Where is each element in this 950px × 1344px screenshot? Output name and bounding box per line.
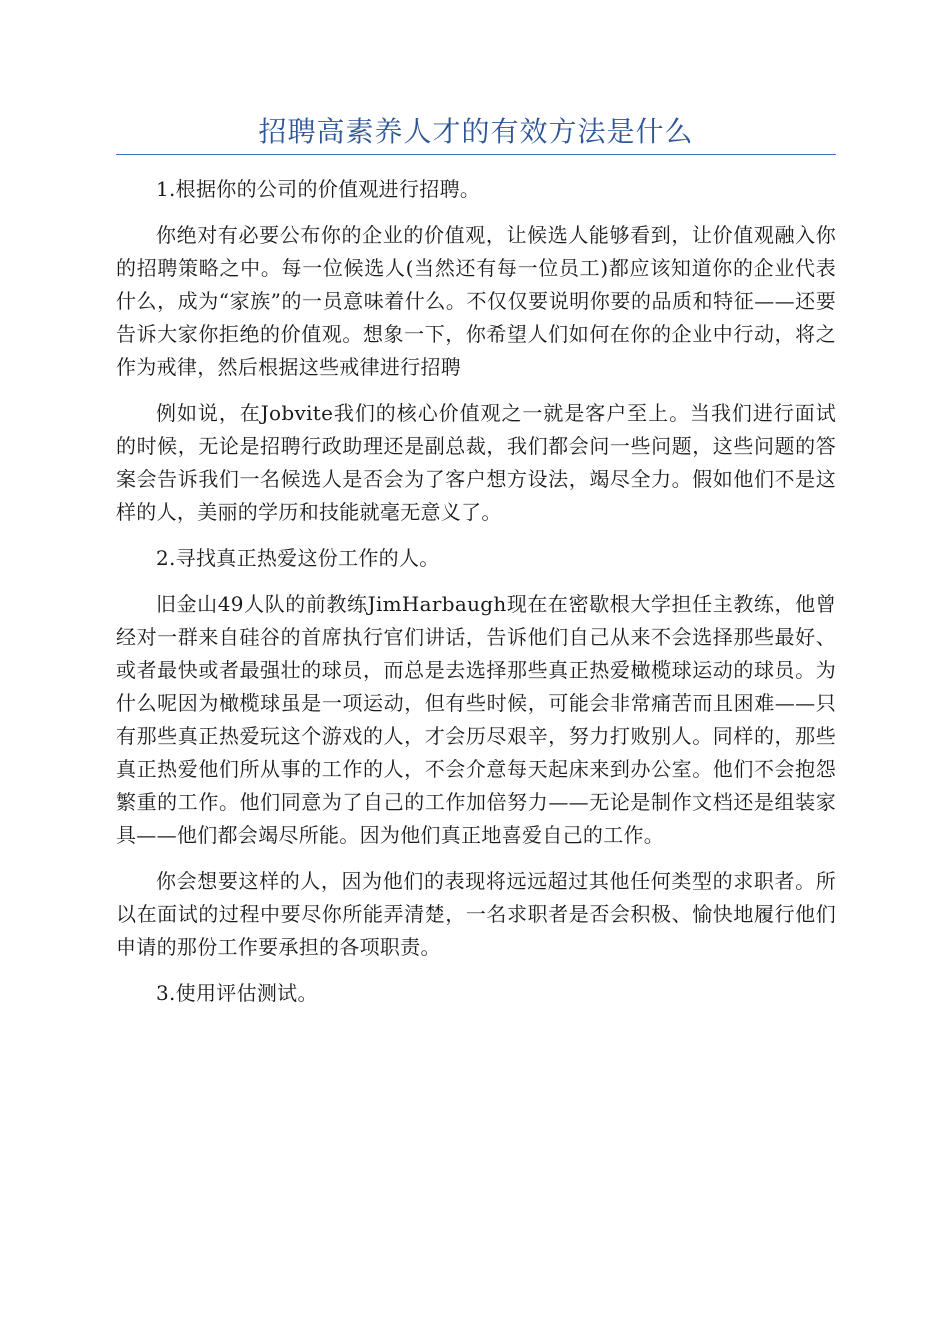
title-underline bbox=[116, 154, 836, 155]
body-paragraph: 你会想要这样的人，因为他们的表现将远远超过其他任何类型的求职者。所以在面试的过程中要尽你所能弄清楚，一名求职者是否会积极、愉快地履行他们申请的那份工作要承担的各项职责。 bbox=[116, 869, 836, 959]
body-paragraph: 旧金山49人队的前教练JimHarbaugh现在在密歇根大学担任主教练，他曾经对一群来自硅谷的首席执行官们讲话，告诉他们自己从来不会选择那些最好、或者最快或者最强壮的球员，而总是去选择那些真正热爱橄榄球运动的球员。为什么呢因为橄榄球虽是一项运动，但有些时候，可能会非常痛苦而且困难——只有那些真正热爱玩这个游戏的人，才会历尽艰辛，努力打败别人。同样的，那些真正热爱他们所从事的工作的人，不会介意每天起床来到办公室。他们不会抱怨繁重的工作。他们同意为了自己的工作加倍努力——无论是制作文档还是组装家具——他们都会竭尽所能。因为他们真正地喜爱自己的工作。 bbox=[116, 592, 836, 847]
section-heading-3: 3.使用评估测试。 bbox=[156, 981, 318, 1005]
section-heading-2: 2.寻找真正热爱这份工作的人。 bbox=[156, 546, 440, 570]
body-paragraph: 例如说，在Jobvite我们的核心价值观之一就是客户至上。当我们进行面试的时候，无论是招聘行政助理还是副总裁，我们都会问一些问题，这些问题的答案会告诉我们一名候选人是否会为了客户想方设法，竭尽全力。假如他们不是这样的人，美丽的学历和技能就毫无意义了。 bbox=[116, 401, 836, 524]
document-page bbox=[116, 112, 836, 1023]
body-paragraph: 你绝对有必要公布你的企业的价值观，让候选人能够看到，让价值观融入你的招聘策略之中。每一位候选人(当然还有每一位员工)都应该知道你的企业代表什么，成为“家族”的一员意味着什么。不仅仅要说明你要的品质和特征——还要告诉大家你拒绝的价值观。想象一下，你希望人们如何在你的企业中行动，将之作为戒律，然后根据这些戒律进行招聘 bbox=[116, 223, 836, 379]
document-title: 招聘高素养人才的有效方法是什么 bbox=[258, 115, 694, 148]
section-heading-1: 1.根据你的公司的价值观进行招聘。 bbox=[156, 177, 481, 201]
